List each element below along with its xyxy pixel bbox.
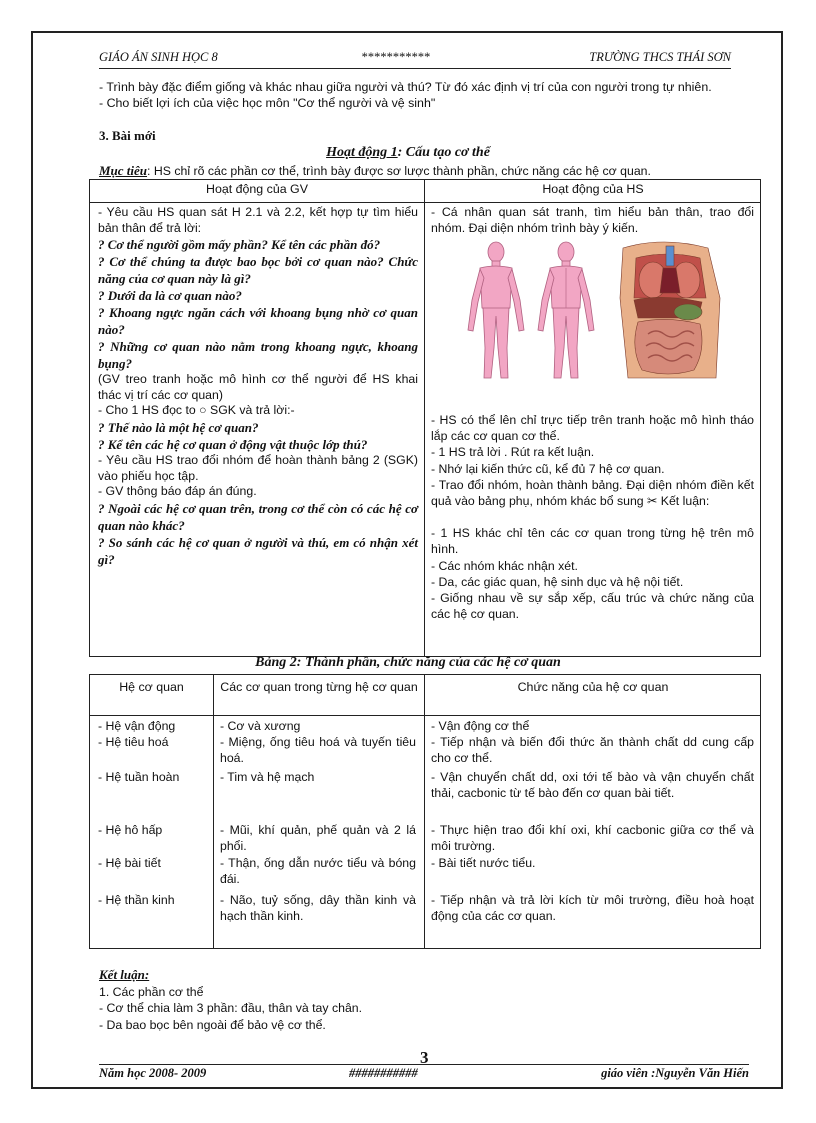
anatomy-illustration xyxy=(458,238,754,384)
system-name: - Hệ hô hấp xyxy=(98,823,163,837)
header-subject: GIÁO ÁN SINH HỌC 8 xyxy=(99,50,218,64)
system-name: - Hệ thần kinh xyxy=(98,893,175,907)
teacher-instruction: (GV treo tranh hoặc mô hình cơ thể người để HS khai thác vị trí các cơ quan) xyxy=(98,372,418,402)
system-function: - Vận động cơ thể xyxy=(431,719,530,733)
teacher-question: ? Kể tên các hệ cơ quan ở động vật thuộc lớp thú? xyxy=(98,436,368,452)
table2-title: Bảng 2: Thành phần, chức năng của các hệ cơ quan xyxy=(255,655,561,670)
organ-systems-table xyxy=(89,674,761,949)
teacher-question: ? Dưới da là cơ quan nào? xyxy=(98,288,242,304)
goal-text: : HS chỉ rõ các phần cơ thể, trình bày được sơ lược thành phần, chức năng các hệ cơ quan. xyxy=(147,164,651,178)
goal-line xyxy=(99,163,759,179)
page-number: 3 xyxy=(420,1048,429,1067)
table-divider xyxy=(90,715,760,716)
system-function: - Tiếp nhận và trả lời kích từ môi trường, điều hoà hoạt động của các cơ quan. xyxy=(431,893,754,923)
footer-year: Năm học 2008- 2009 xyxy=(99,1066,207,1080)
system-organs: - Cơ và xương xyxy=(220,719,301,733)
system-organs: - Tim và hệ mạch xyxy=(220,770,315,784)
system-organs: - Thận, ống dẫn nước tiểu và bóng đái. xyxy=(220,856,416,886)
student-column-bottom xyxy=(431,412,754,622)
student-activity xyxy=(431,509,754,525)
system-name: - Hệ bài tiết xyxy=(98,856,161,870)
section-title: 3. Bài mới xyxy=(99,128,156,143)
teacher-question: ? Cơ thể chúng ta được bao bọc bởi cơ quan nào? Chức năng của cơ quan này là gì? xyxy=(98,254,418,287)
system-function: - Tiếp nhận và biến đổi thức ăn thành chất dd cung cấp cho cơ thể. xyxy=(431,735,754,765)
system-function: - Thực hiện trao đổi khí oxi, khí cacbonic giữa cơ thể và môi trường. xyxy=(431,823,754,853)
table-divider xyxy=(424,180,425,656)
goal-label: Mục tiêu xyxy=(99,163,148,178)
teacher-question: ? So sánh các hệ cơ quan ở người và thú, em có nhận xét gì? xyxy=(98,534,418,567)
conclusion-label: Kết luận: xyxy=(99,967,150,982)
conclusion-line: - Da bao bọc bên ngoài để bảo vệ cơ thể. xyxy=(99,1017,326,1032)
intro-text xyxy=(99,79,735,111)
activity-table xyxy=(89,179,761,657)
header-school: TRƯỜNG THCS THÁI SƠN xyxy=(589,50,731,64)
student-activity: - 1 HS trả lời . Rút ra kết luận. xyxy=(431,445,595,460)
conclusion-line: - Cơ thể chia làm 3 phần: đầu, thân và tay chân. xyxy=(99,1001,363,1015)
teacher-question: ? Thế nào là một hệ cơ quan? xyxy=(98,419,259,435)
torso-model xyxy=(620,242,720,378)
teacher-question: ? Ngoài các hệ cơ quan trên, trong cơ thể còn có các hệ cơ quan nào khác? xyxy=(98,500,418,533)
student-activity: - HS có thể lên chỉ trực tiếp trên tranh hoặc mô hình tháo lắp các cơ quan cơ thể. xyxy=(431,413,754,444)
teacher-instruction: - GV thông báo đáp án đúng. xyxy=(98,484,257,499)
student-activity: - Da, các giác quan, hệ sinh dục và hệ nội tiết. xyxy=(431,574,684,589)
teacher-question: ? Cơ thể người gồm mấy phần? Kể tên các phần đó? xyxy=(98,237,381,253)
conclusion-line: 1. Các phần cơ thể xyxy=(99,984,204,999)
student-activity: - Các nhóm khác nhận xét. xyxy=(431,558,578,573)
student-column-top xyxy=(431,205,754,236)
student-activity: - Nhớ lại kiến thức cũ, kể đủ 7 hệ cơ quan. xyxy=(431,461,665,476)
footer-hashes: ########### xyxy=(349,1066,418,1080)
col-header-organs: Các cơ quan trong từng hệ cơ quan xyxy=(220,680,418,694)
system-function: - Vận chuyển chất dd, oxi tới tế bào và vận chuyển chất thải, cacbonic từ tế bào đến cơ quan bài tiết. xyxy=(431,770,754,800)
activity-title-rest: : Cấu tạo cơ thể xyxy=(397,145,490,160)
col-header-function: Chức năng của hệ cơ quan xyxy=(517,680,669,694)
header-teacher: Hoạt động của GV xyxy=(206,182,308,196)
system-organs: - Mũi, khí quản, phế quản và 2 lá phổi. xyxy=(220,823,416,853)
system-organs: - Miệng, ống tiêu hoá và tuyến tiêu hoá. xyxy=(220,735,416,765)
system-name: - Hệ vận động xyxy=(98,719,176,733)
student-activity: - 1 HS khác chỉ tên các cơ quan trong từng hệ trên mô hình. xyxy=(431,526,754,557)
activity-title-main: Hoạt động 1 xyxy=(326,145,398,160)
col-header-system: Hệ cơ quan xyxy=(119,680,184,694)
student-activity: - Trao đổi nhóm, hoàn thành bảng. Đại diện nhóm điền kết quả vào bảng phụ, nhóm khác bổ sung ✂ Kết luận: xyxy=(431,477,754,509)
anatomy-figure xyxy=(458,238,754,384)
teacher-instruction: - Yêu cầu HS trao đổi nhóm để hoàn thành bảng 2 (SGK) vào phiếu học tập. xyxy=(98,452,418,483)
teacher-question: ? Những cơ quan nào nằm trong khoang ngực, khoang bụng? xyxy=(98,339,418,372)
intro-line: - Cho biết lợi ích của việc học môn "Cơ thể người và vệ sinh" xyxy=(99,96,436,110)
student-activity: - Giống nhau về sự sắp xếp, cấu trúc và chức năng của các hệ cơ quan. xyxy=(431,591,754,622)
footer-teacher: giáo viên :Nguyễn Văn Hiến xyxy=(601,1066,749,1080)
header-stars: *********** xyxy=(361,50,430,64)
page-header xyxy=(99,50,731,69)
system-name: - Hệ tiêu hoá xyxy=(98,735,169,749)
system-organs: - Não, tuỷ sống, dây thần kinh và hạch thần kinh. xyxy=(220,893,416,923)
teacher-instruction: - Cho 1 HS đọc to ○ SGK và trả lời:- xyxy=(98,403,295,418)
human-front-figure xyxy=(468,242,524,378)
human-back-figure xyxy=(538,242,594,378)
activity-title xyxy=(0,145,816,161)
intro-line: - Trình bày đặc điểm giống và khác nhau giữa người và thú? Từ đó xác định vị trí của con người trong tự nhiên. xyxy=(99,80,712,94)
teacher-question: ? Khoang ngực ngăn cách với khoang bụng nhờ cơ quan nào? xyxy=(98,305,418,338)
page-footer xyxy=(99,1064,749,1083)
system-name: - Hệ tuần hoàn xyxy=(98,770,180,784)
student-text: - Cá nhân quan sát tranh, tìm hiểu bản thân, trao đổi nhóm. Đại diện nhóm trình bày ý kiến. xyxy=(431,205,754,235)
teacher-column xyxy=(98,205,418,568)
teacher-instruction: - Yêu cầu HS quan sát H 2.1 và 2.2, kết hợp tự tìm hiểu bản thân để trả lời: xyxy=(98,205,418,235)
system-function: - Bài tiết nước tiểu. xyxy=(431,856,536,870)
conclusion xyxy=(99,967,719,1033)
table-divider xyxy=(90,202,760,203)
header-student: Hoạt động của HS xyxy=(542,182,644,196)
